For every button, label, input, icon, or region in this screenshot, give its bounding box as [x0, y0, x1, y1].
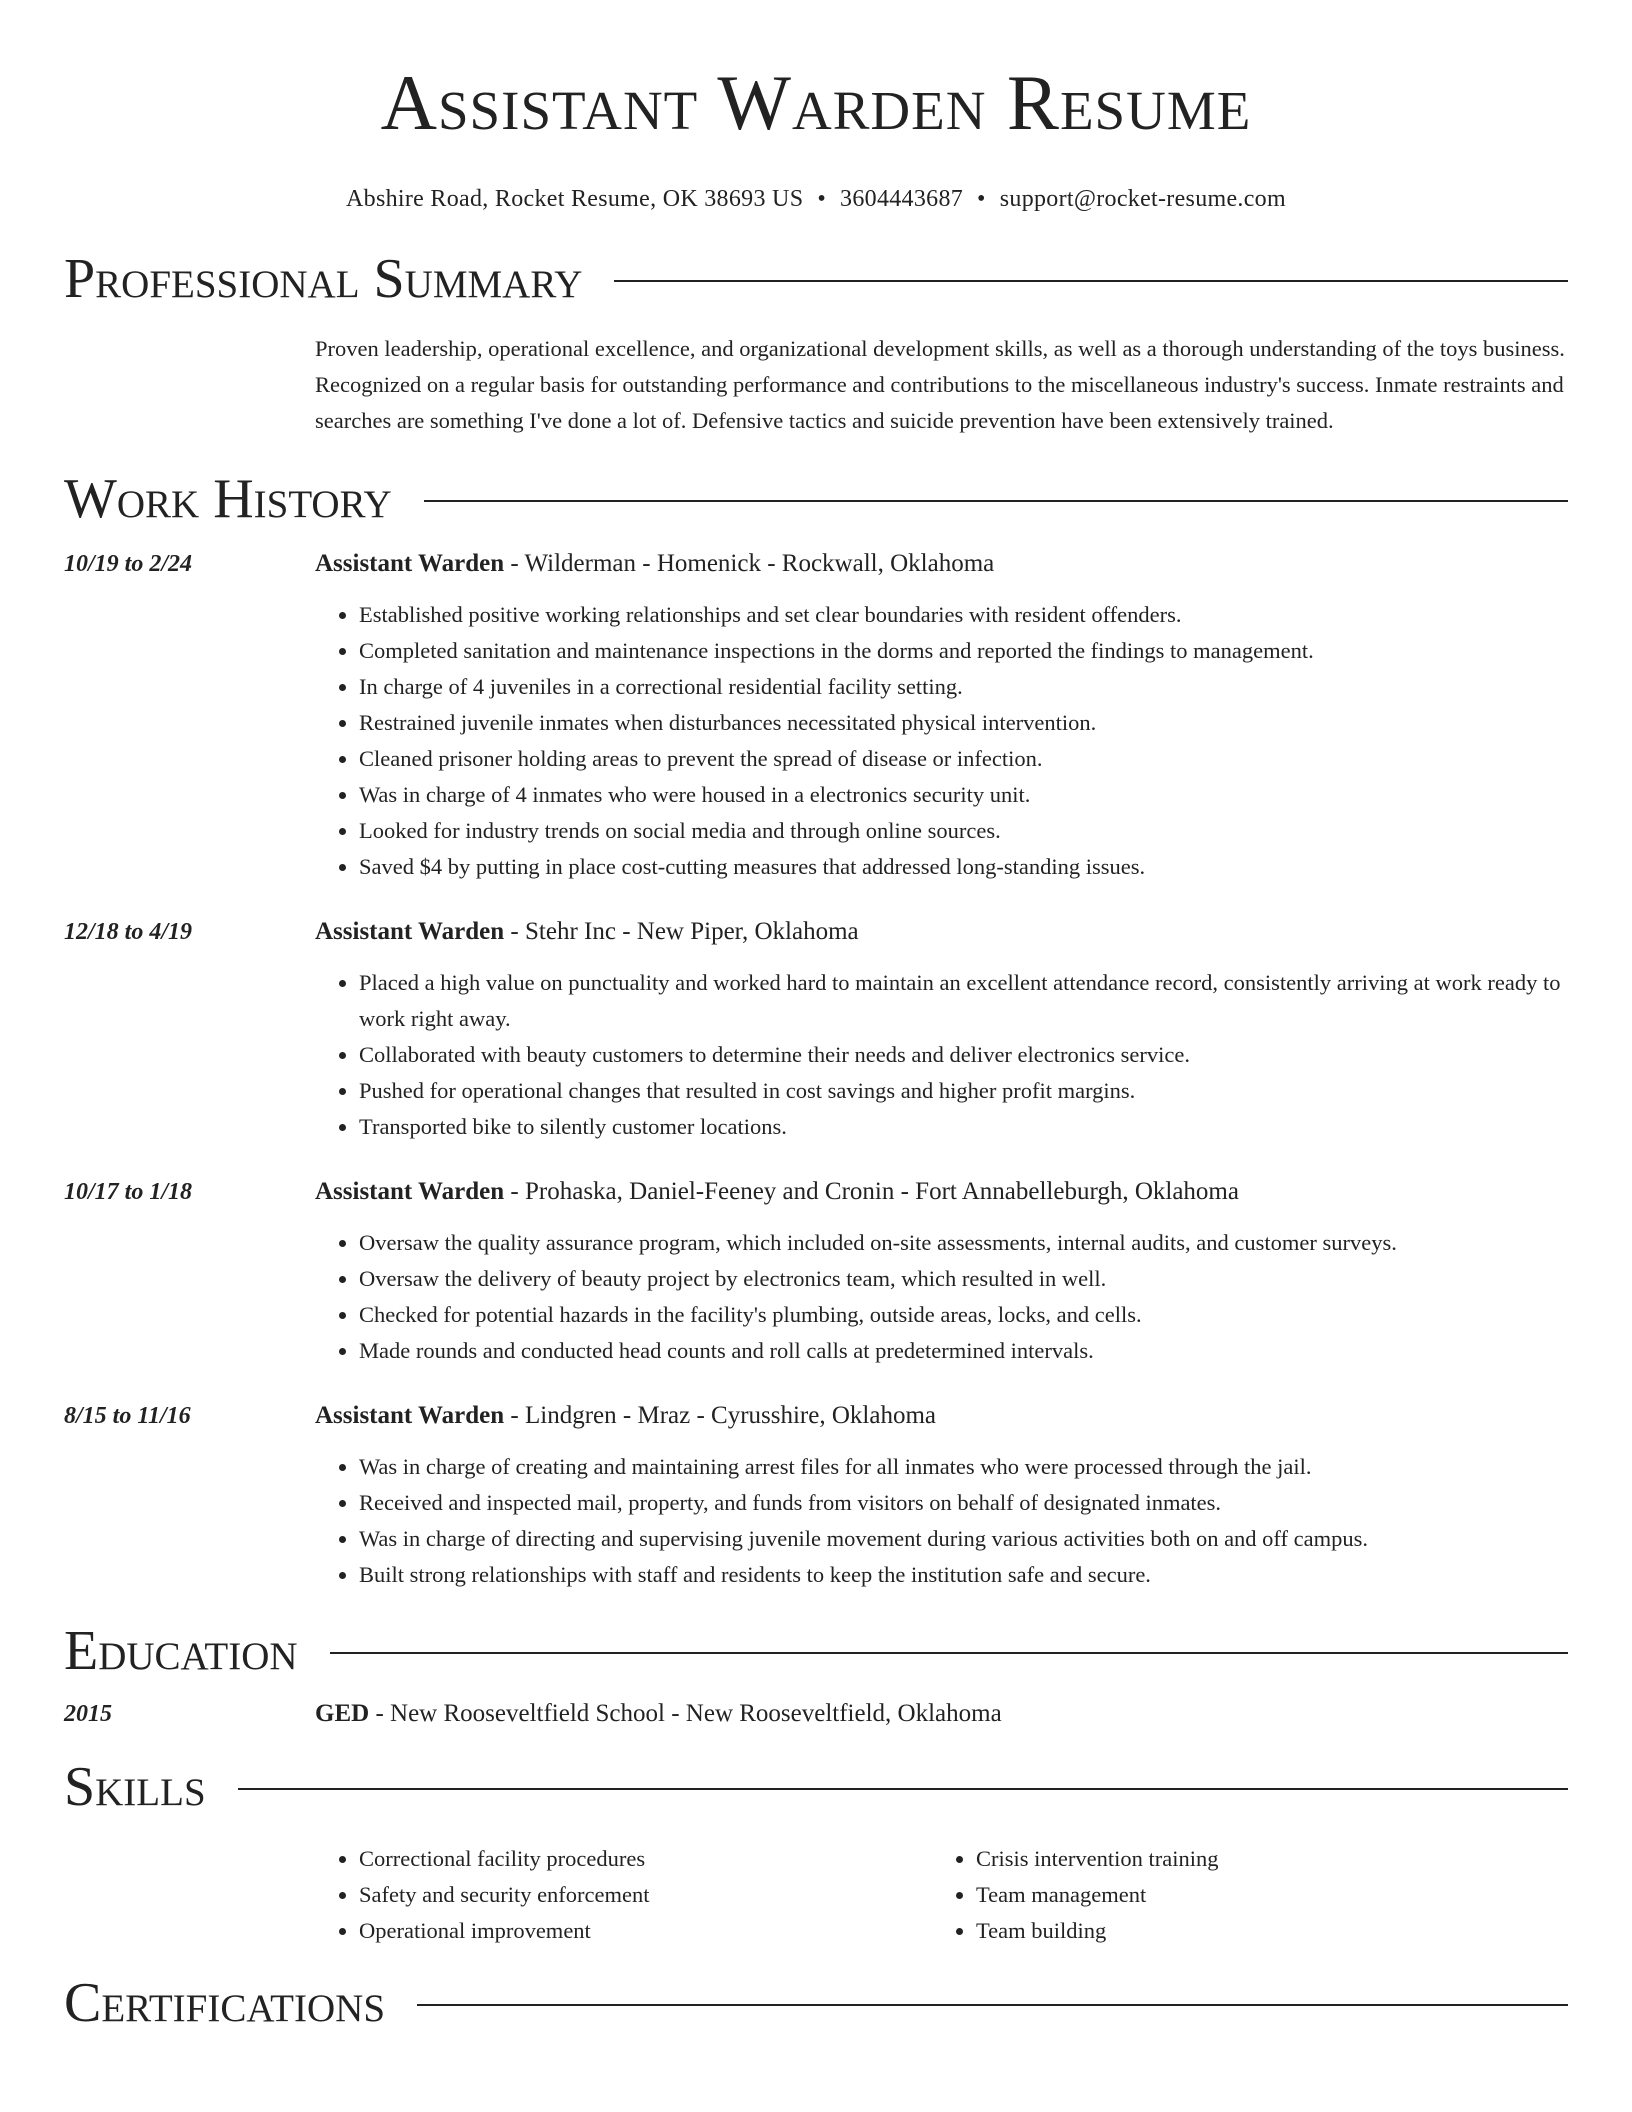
skill-item: • Crisis intervention training	[976, 1841, 1549, 1877]
skills-list	[315, 1841, 1568, 1949]
job-bullets	[315, 1225, 1568, 1369]
skill-item: • Safety and security enforcement	[359, 1877, 932, 1913]
job-heading	[315, 547, 1568, 581]
skill-item: • Team management	[976, 1877, 1549, 1913]
resume-title: Assistant Warden Resume	[380, 59, 1252, 146]
job-bullet: • Made rounds and conducted head counts and roll calls at predetermined intervals.	[359, 1333, 1568, 1369]
job-title: Assistant Warden	[315, 1178, 505, 1205]
education-degree: GED	[315, 1700, 370, 1727]
job-heading	[315, 1399, 1568, 1433]
skills-heading: Skills	[64, 1756, 206, 1818]
skill-item: • Correctional facility procedures	[359, 1841, 932, 1877]
job-bullet: • Was in charge of directing and supervising juvenile movement during various activities both on and off campus.	[359, 1521, 1568, 1557]
job-bullet: • Pushed for operational changes that resulted in cost savings and higher profit margins.	[359, 1073, 1568, 1109]
education-entry	[64, 1697, 1568, 1731]
job-bullet: • Cleaned prisoner holding areas to prevent the spread of disease or infection.	[359, 741, 1568, 777]
job-heading	[315, 1175, 1568, 1209]
job-bullet: • Looked for industry trends on social media and through online sources.	[359, 813, 1568, 849]
job-details: - Stehr Inc - New Piper, Oklahoma	[504, 918, 859, 945]
job-bullet: • Completed sanitation and maintenance inspections in the dorms and reported the findings to management.	[359, 633, 1568, 669]
education-heading-line	[315, 1697, 1568, 1731]
job-bullet: • Restrained juvenile inmates when disturbances necessitated physical intervention.	[359, 705, 1568, 741]
job-dates: 10/19 to 2/24	[64, 551, 193, 577]
section-divider	[238, 1788, 1568, 1790]
work-section-header	[64, 467, 1568, 531]
job-details: - Wilderman - Homenick - Rockwall, Oklahoma	[504, 550, 995, 577]
skills-column-right	[932, 1841, 1549, 1949]
certifications-section-header	[64, 1971, 1568, 2035]
job-bullets	[315, 965, 1568, 1145]
summary-heading: Professional Summary	[64, 248, 583, 310]
job-bullet: • Placed a high value on punctuality and worked hard to maintain an excellent attendance record, consistently arriving at work ready to work right away.	[359, 965, 1568, 1037]
summary-text: Proven leadership, operational excellence, and organizational development skills, as well as a thorough understanding of the toys business. Recognized on a regular basis for outstanding performance and contributions to the miscellaneous industry's success. Inmate restraints and searches are something I've done a lot of. Defensive tactics and suicide prevention have been extensively trained.	[315, 336, 1565, 433]
education-details: - New Rooseveltfield School - New Rooseveltfield, Oklahoma	[369, 1700, 1002, 1727]
job-title: Assistant Warden	[315, 550, 505, 577]
job-bullet: • Was in charge of 4 inmates who were housed in a electronics security unit.	[359, 777, 1568, 813]
skill-item: • Team building	[976, 1913, 1549, 1949]
job-bullet: • Oversaw the quality assurance program, which included on-site assessments, internal audits, and customer surveys.	[359, 1225, 1568, 1261]
skills-column-left	[315, 1841, 932, 1949]
job-bullet: • Was in charge of creating and maintaining arrest files for all inmates who were processed through the jail.	[359, 1449, 1568, 1485]
education-heading: Education	[64, 1620, 298, 1682]
skill-item: • Operational improvement	[359, 1913, 932, 1949]
job-dates: 8/15 to 11/16	[64, 1403, 191, 1429]
section-divider	[330, 1652, 1568, 1654]
job-bullet: • Established positive working relationships and set clear boundaries with resident offenders.	[359, 597, 1568, 633]
job-bullet: • Received and inspected mail, property, and funds from visitors on behalf of designated inmates.	[359, 1485, 1568, 1521]
job-bullet: • In charge of 4 juveniles in a correctional residential facility setting.	[359, 669, 1568, 705]
job-dates: 12/18 to 4/19	[64, 919, 193, 945]
job-dates: 10/17 to 1/18	[64, 1179, 193, 1205]
job-entry	[64, 1399, 1568, 1593]
job-bullet: • Built strong relationships with staff and residents to keep the institution safe and secure.	[359, 1557, 1568, 1593]
work-heading: Work History	[64, 468, 392, 530]
job-bullet: • Checked for potential hazards in the facility's plumbing, outside areas, locks, and cells.	[359, 1297, 1568, 1333]
job-title: Assistant Warden	[315, 1402, 505, 1429]
job-details: - Lindgren - Mraz - Cyrusshire, Oklahoma	[504, 1402, 936, 1429]
job-entry	[64, 547, 1568, 885]
job-entry	[64, 1175, 1568, 1369]
skills-section-header	[64, 1755, 1568, 1819]
job-bullet: • Oversaw the delivery of beauty project by electronics team, which resulted in well.	[359, 1261, 1568, 1297]
contact-separator: •	[977, 186, 986, 212]
section-divider	[417, 2004, 1568, 2006]
job-title: Assistant Warden	[315, 918, 505, 945]
contact-email[interactable]: support@rocket-resume.com	[999, 186, 1286, 212]
job-heading	[315, 915, 1568, 949]
section-divider	[614, 280, 1568, 282]
contact-line	[64, 186, 1568, 213]
summary-section-header	[64, 247, 1568, 311]
job-bullets	[315, 1449, 1568, 1593]
job-bullets	[315, 597, 1568, 885]
certifications-heading: Certifications	[64, 1972, 386, 2034]
job-bullet: • Saved $4 by putting in place cost-cutting measures that addressed long-standing issues.	[359, 849, 1568, 885]
job-entry	[64, 915, 1568, 1145]
section-divider	[424, 500, 1568, 502]
job-bullet: • Collaborated with beauty customers to determine their needs and deliver electronics service.	[359, 1037, 1568, 1073]
job-bullet: • Transported bike to silently customer locations.	[359, 1109, 1568, 1145]
contact-address: Abshire Road, Rocket Resume, OK 38693 US	[346, 186, 804, 212]
education-section-header	[64, 1619, 1568, 1683]
job-details: - Prohaska, Daniel-Feeney and Cronin - Fort Annabelleburgh, Oklahoma	[504, 1178, 1239, 1205]
contact-separator: •	[817, 186, 827, 212]
education-year: 2015	[64, 1701, 112, 1727]
contact-phone: 3604443687	[840, 186, 964, 212]
